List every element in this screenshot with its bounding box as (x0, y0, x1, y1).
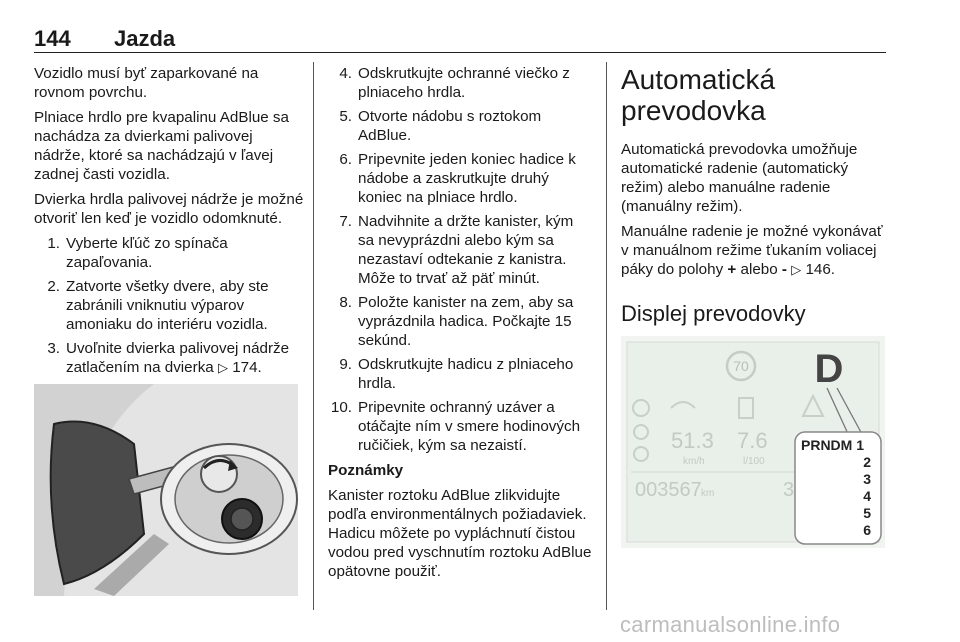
ref-arrow-icon: ▷ (791, 262, 802, 277)
step-number: 8. (339, 294, 352, 311)
list-item (328, 64, 592, 102)
steps-list (34, 234, 304, 377)
callout-gear-number: 3 (863, 471, 871, 487)
odometer-value: 003567 (635, 479, 702, 501)
step-text: Otvorte nádobu s roztokom AdBlue. (358, 108, 542, 144)
list-item (328, 398, 592, 455)
callout-gear-number: 5 (863, 505, 871, 521)
speed-limit-value: 70 (733, 358, 749, 374)
column-middle (328, 64, 592, 587)
section-title: Jazda (114, 26, 176, 51)
step-text: Odskrutkujte ochranné viečko z plniaceho hrdla. (358, 65, 570, 101)
callout-gear-number: 2 (863, 454, 871, 470)
speed-unit: km/h (683, 456, 705, 467)
fuel-value: 7.6 (737, 428, 768, 453)
step-text: Odskrutkujte hadicu z plniaceho hrdla. (358, 356, 574, 392)
callout-gear-number: 6 (863, 522, 871, 538)
step-text: Vyberte kľúč zo spínača zapaľovania. (66, 235, 228, 271)
paragraph-text: alebo (740, 261, 778, 278)
step-text: Pripevnite jeden koniec hadice k nádobe a zaskrutkujte druhý koniec na plniace hrdlo. (358, 151, 576, 206)
list-item (328, 212, 592, 288)
step-text: Pripevnite ochranný uzáver a otáčajte ním v smere hodinových ručičiek, kým sa nezaistí. (358, 399, 581, 454)
watermark: carmanualsonline.info (620, 612, 841, 637)
step-text: Nadvihnite a držte kanister, kým sa nevyprázdni alebo kým sa nezastaví odtekanie z kanistra. Môže to trvať až päť minút. (358, 213, 574, 287)
step-number: 5. (339, 108, 352, 125)
step-number: 6. (339, 151, 352, 168)
step-number: 9. (339, 356, 352, 373)
step-number: 2. (47, 278, 60, 295)
fuel-unit: l/100 (743, 456, 765, 467)
paragraph (621, 222, 891, 279)
page-number: 144 (34, 26, 71, 51)
callout-gear-number: 4 (863, 488, 871, 504)
paragraph: Plniace hrdlo pre kvapalinu AdBlue sa nachádza za dvierkami palivovej nádrže, ktoré sa nachádzajú v ľavej zadnej časti vozidla. (34, 109, 289, 183)
odometer-unit: km (701, 488, 715, 499)
gear-indicator: D (814, 347, 844, 391)
list-item (34, 339, 304, 377)
page-ref[interactable]: 174. (232, 359, 262, 376)
list-item (34, 277, 304, 334)
paragraph: Dvierka hrdla palivovej nádrže je možné otvoriť len keď je vozidlo odomknuté. (34, 191, 304, 227)
step-number: 3. (47, 340, 60, 357)
paragraph: Vozidlo musí byť zaparkované na rovnom povrchu. (34, 65, 259, 101)
list-item (328, 107, 592, 145)
column-right (621, 64, 891, 341)
list-item (328, 150, 592, 207)
step-number: 1. (47, 235, 60, 252)
plus-symbol: + (727, 261, 737, 278)
paragraph-text: Manuálne radenie je možné vykonávať v manuálnom režime ťukaním voliacej páky do polohy (621, 223, 883, 278)
ref-arrow-icon: ▷ (217, 360, 228, 375)
note-title: Poznámky (328, 462, 404, 479)
step-number: 4. (339, 65, 352, 82)
step-text-wrap (66, 339, 304, 377)
note-text: Kanister roztoku AdBlue zlikvidujte podľa environmentálnych požiadaviek. Hadicu môžete po vypláchnutí čistou vodou pred vyschnutím roztoku AdBlue opätovne použiť. (328, 487, 592, 580)
adblue-filler-illustration (34, 384, 298, 596)
page-ref[interactable]: 146. (805, 261, 836, 278)
step-number: 7. (339, 213, 352, 230)
steps-list (328, 64, 592, 455)
column-divider (313, 62, 314, 610)
list-item (328, 355, 592, 393)
list-item (34, 234, 304, 272)
transmission-display-illustration (621, 336, 885, 548)
step-number: 10. (330, 399, 352, 416)
step-text: Zatvorte všetky dvere, aby ste zabránili vniknutiu výparov amoniaku do interiéru vozidla. (66, 278, 269, 333)
list-item (328, 293, 592, 350)
heading-transmission-display: Displej prevodovky (621, 301, 806, 326)
step-text: Položte kanister na zem, aby sa vyprázdnila hadica. Počkajte 15 sekúnd. (358, 294, 574, 349)
callout-gear-sequence: PRNDM 1 (801, 437, 865, 453)
column-divider (606, 62, 607, 610)
paragraph: Automatická prevodovka umožňuje automatické radenie (automatický režim) alebo manuálne radenie (manuálny režim). (621, 141, 858, 215)
column-left (34, 64, 304, 383)
page-header (34, 24, 886, 53)
speed-value: 51.3 (671, 428, 714, 453)
minus-symbol: - (781, 261, 787, 278)
odometer-partial: 3 (783, 479, 795, 501)
step-text: Uvoľnite dvierka palivovej nádrže zatlačením na dvierka (66, 340, 290, 376)
heading-automatic-transmission: Automatická prevodovka (621, 64, 776, 126)
